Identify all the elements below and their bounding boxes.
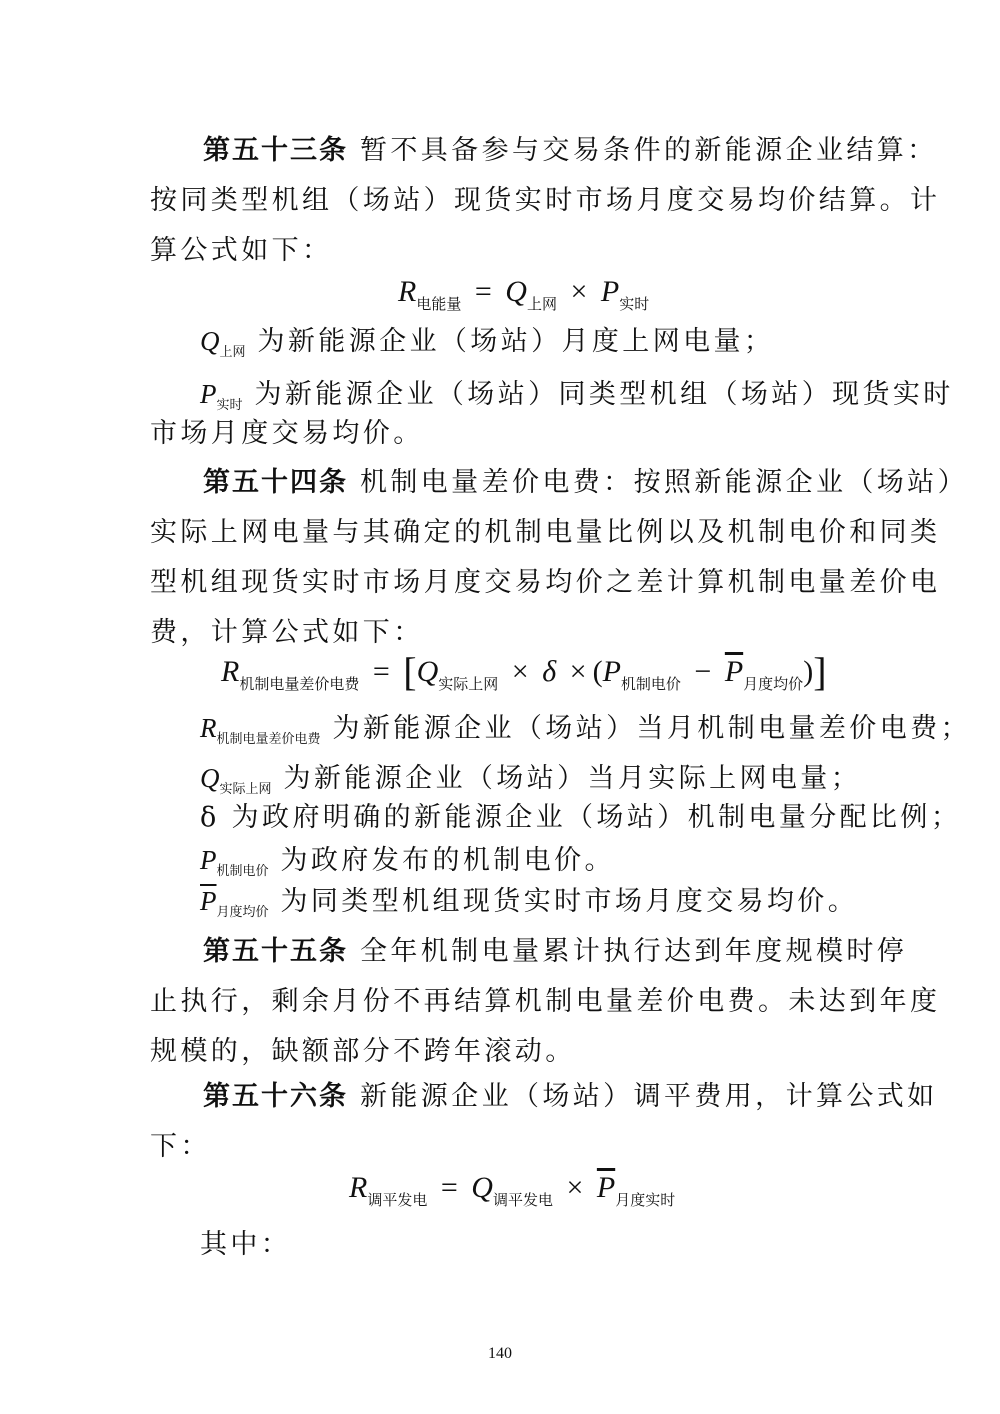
formula-var: Q (505, 275, 527, 308)
art53-line3: 算公式如下： (150, 235, 333, 266)
def-subscript: 机制电价 (216, 864, 269, 879)
multiply-sign: × (569, 655, 587, 688)
art54-def3: δ 为政府明确的新能源企业（场站）机制电量分配比例； (200, 802, 962, 833)
def-text: 为新能源企业（场站）当月机制电量差价电费； (332, 713, 971, 744)
art53-formula (398, 272, 649, 324)
def-var: P (200, 845, 217, 875)
def-var: R (200, 713, 217, 743)
def-var-bar: $\overline{P}$ (200, 886, 217, 916)
multiply-sign: × (570, 275, 588, 308)
art56-line3: 其中： (200, 1229, 292, 1260)
def-subscript: 机制电量差价电费 (216, 732, 321, 747)
art54-line1-text: 机制电量差价电费：按照新能源企业（场站） (359, 467, 968, 498)
art55-line2: 止执行，剩余月份不再结算机制电量差价电费。未达到年度 (150, 986, 941, 1017)
art55-line3: 规模的，缺额部分不跨年滚动。 (150, 1036, 576, 1067)
formula-subscript: 机制电价 (620, 675, 681, 693)
art53-line1 (203, 134, 938, 168)
art56-heading: 第五十六条 (203, 1081, 348, 1112)
formula-var: R (398, 275, 417, 308)
formula-var: Q (471, 1171, 493, 1204)
equals-sign: = (474, 275, 492, 308)
art56-line1-text: 新能源企业（场站）调平费用，计算公式如 (359, 1081, 938, 1112)
formula-subscript: 实际上网 (438, 675, 499, 693)
equals-sign: = (372, 655, 390, 688)
formula-subscript: 月度均价 (743, 675, 804, 693)
formula-subscript: 实时 (619, 295, 650, 313)
def-text: 为新能源企业（场站）月度上网电量； (257, 326, 775, 357)
right-bracket: ] (813, 649, 827, 694)
formula-var: δ (542, 655, 557, 688)
equals-sign: = (440, 1171, 458, 1204)
def-var: P (200, 379, 217, 409)
multiply-sign: × (566, 1171, 584, 1204)
art54-def4 (200, 843, 615, 889)
formula-var: P (602, 655, 621, 688)
def-var: Q (200, 326, 220, 356)
def-subscript: 实时 (216, 398, 243, 413)
formula-var: Q (416, 655, 439, 688)
def-text: 为新能源企业（场站）当月实际上网电量； (283, 763, 862, 794)
art54-heading: 第五十四条 (203, 467, 348, 498)
art53-line2: 按同类型机组（场站）现货实时市场月度交易均价结算。计 (150, 185, 941, 216)
art54-def1 (200, 711, 971, 757)
art56-line2: 下： (150, 1131, 211, 1162)
art55-heading: 第五十五条 (203, 936, 348, 967)
def-text: 为新能源企业（场站）同类型机组（场站）现货实时 (254, 379, 954, 410)
art53-line1-text: 暂不具备参与交易条件的新能源企业结算： (359, 135, 938, 166)
art53-heading: 第五十三条 (203, 135, 348, 166)
formula-var: R (349, 1171, 368, 1204)
art56-formula (349, 1168, 675, 1220)
art55-line1 (203, 935, 907, 969)
formula-subscript: 调平发电 (492, 1191, 553, 1209)
minus-sign: − (694, 655, 712, 688)
formula-subscript: 机制电量差价电费 (239, 675, 360, 693)
art54-def5 (200, 884, 858, 930)
formula-subscript: 月度实时 (615, 1191, 676, 1209)
formula-var: P (600, 275, 620, 308)
art56-line1 (203, 1080, 938, 1114)
def-text: 为同类型机组现货实时市场月度交易均价。 (280, 886, 859, 917)
def-subscript: 上网 (219, 345, 246, 360)
art53-def2-cont: 市场月度交易均价。 (150, 418, 424, 449)
formula-subscript: 上网 (526, 295, 557, 313)
formula-var: R (221, 655, 240, 688)
formula-subscript: 调平发电 (367, 1191, 428, 1209)
formula-var-bar: $\overline{P}$ (596, 1171, 616, 1204)
art54-formula: $R_{机制电量差价电费} = [Q_{实际上网} \times \delta \times (P_{机制电价} - \overline{P}_{月度均价})]$ (221, 649, 827, 694)
art53-def1 (200, 324, 774, 370)
art55-line1-text: 全年机制电量累计执行达到年度规模时停 (359, 936, 908, 967)
page-number: 140 (488, 1345, 512, 1362)
formula-var-bar: $\overline{P}$ (724, 655, 744, 688)
left-bracket: [ (403, 649, 417, 694)
art54-line2: 实际上网电量与其确定的机制电量比例以及机制电价和同类 (150, 517, 941, 548)
art54-line4: 费，计算公式如下： (150, 617, 424, 648)
art54-line1 (203, 466, 968, 500)
multiply-sign: × (511, 655, 529, 688)
art54-line3: 型机组现货实时市场月度交易均价之差计算机制电量差价电 (150, 567, 941, 598)
def-subscript: 月度均价 (216, 905, 269, 920)
def-subscript: 实际上网 (219, 782, 272, 797)
formula-subscript: 电能量 (416, 295, 462, 313)
def-var: Q (200, 763, 220, 793)
def-text: 为政府发布的机制电价。 (280, 845, 615, 876)
